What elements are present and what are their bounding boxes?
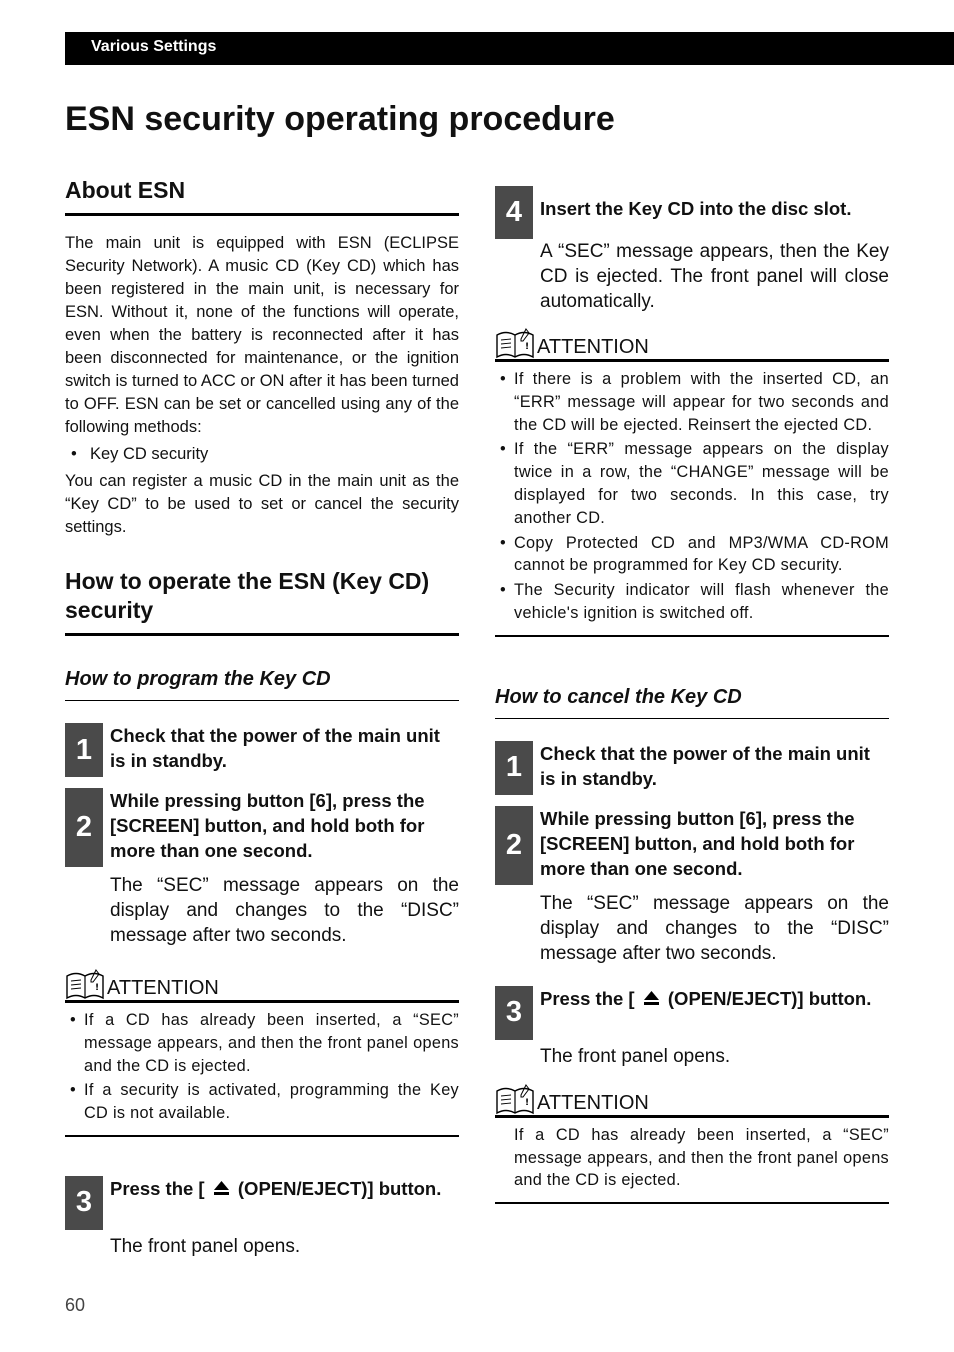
- step-number-badge: 3: [65, 1176, 103, 1230]
- bullet-icon: •: [70, 1011, 77, 1029]
- attention-label: ATTENTION: [537, 1091, 649, 1114]
- bullet-icon: •: [500, 533, 507, 552]
- attention-text: Copy Protected CD and MP3/WMA CD-ROM cannot be programmed for Key CD security.: [514, 533, 889, 575]
- list-item: [495, 532, 889, 578]
- attention-text: If the “ERR” message appears on the display twice in a row, the “CHANGE” message will be displayed for two seconds. In this case, try another CD.: [514, 440, 889, 527]
- eject-icon: [213, 1180, 230, 1196]
- step-text-end: (OPEN/EJECT)] button.: [237, 1177, 442, 1199]
- attention-divider: [495, 1202, 889, 1204]
- bullet-icon: •: [500, 440, 507, 459]
- step-number-badge: 2: [495, 806, 533, 885]
- attention-list: [495, 362, 889, 625]
- about-esn-paragraph: The main unit is equipped with ESN (ECLIPSE Security Network). A music CD (Key CD) which has been registered in the main unit, is necessary for ESN. Without it, none of the functions will operate, even when the battery is reconnected after it has been disconnected for maintenance, or the ignition switch is turned to ACC or ON after it has been turned to OFF. ESN can be set or cancelled using any of the following methods:: [65, 234, 459, 436]
- list-item: [65, 1079, 459, 1125]
- step-text-start: Press the [: [110, 1177, 205, 1199]
- list-item: [65, 1009, 459, 1077]
- attention-label: ATTENTION: [107, 977, 219, 999]
- book-icon: [65, 968, 105, 1000]
- attention-box: [65, 970, 459, 1137]
- cancel-step-3: [495, 986, 889, 1040]
- step-instruction: While pressing button [6], press the [SCREEN] button, and hold both for more than one second.: [540, 807, 855, 879]
- bullet-icon: •: [500, 581, 507, 600]
- step-number-badge: 1: [495, 741, 533, 795]
- step-note: A “SEC” message appears, then the Key CD is ejected. The front panel will close automatically.: [540, 241, 889, 312]
- svg-text:!: !: [95, 983, 100, 993]
- attention-header: [495, 1085, 889, 1118]
- attention-list: [65, 1003, 459, 1125]
- list-item: [65, 443, 459, 466]
- program-step-3: [65, 1176, 459, 1230]
- attention-text: The Security indicator will flash whenever the vehicle's ignition is switched off.: [514, 581, 889, 622]
- attention-label: ATTENTION: [537, 336, 649, 358]
- book-icon: [495, 327, 535, 359]
- attention-header: [495, 329, 889, 362]
- attention-text: If a CD has already been inserted, a “SEC” message appears, and then the front panel opens and the CD is ejected.: [514, 1125, 889, 1190]
- svg-text:!: !: [525, 342, 530, 352]
- cancel-key-cd-heading: How to cancel the Key CD: [495, 683, 889, 719]
- list-item: [495, 368, 889, 436]
- step-number-badge: 1: [65, 723, 103, 777]
- step-instruction: [103, 1176, 459, 1230]
- step-instruction: Insert the Key CD into the disc slot.: [540, 198, 852, 219]
- eject-icon: [643, 990, 660, 1006]
- program-step-2: [65, 788, 459, 867]
- step-note: The “SEC” message appears on the display and changes to the “DISC” message after two seconds.: [110, 875, 459, 946]
- list-item: [495, 438, 889, 529]
- bullet-text: Key CD security: [90, 445, 209, 463]
- step-note: The front panel opens.: [110, 1235, 301, 1257]
- how-to-operate-heading: How to operate the ESN (Key CD) security: [65, 561, 459, 636]
- bullet-icon: •: [500, 370, 507, 388]
- cancel-step-1: [495, 741, 889, 795]
- step-number-badge: 4: [495, 186, 533, 239]
- page-number: 60: [65, 1295, 86, 1315]
- about-esn-heading: About ESN: [65, 170, 459, 216]
- bullet-icon: •: [71, 445, 77, 463]
- step-note: The front panel opens.: [540, 1045, 731, 1067]
- step-number-badge: 3: [495, 986, 533, 1040]
- list-item: [495, 579, 889, 625]
- attention-list: [495, 1118, 889, 1192]
- attention-header: [65, 970, 459, 1003]
- step-instruction: Check that the power of the main unit is in standby.: [110, 725, 440, 771]
- step-text-end: (OPEN/EJECT)] button.: [667, 987, 872, 1009]
- attention-divider: [65, 1135, 459, 1137]
- page-title: ESN security operating procedure: [65, 100, 615, 138]
- section-header-label: Various Settings: [91, 38, 217, 55]
- step-instruction: Check that the power of the main unit is in standby.: [540, 742, 870, 789]
- book-icon: [495, 1083, 535, 1115]
- attention-box: [495, 1085, 889, 1204]
- attention-text: If a CD has already been inserted, a “SEC” message appears, and then the front panel opens and the CD is ejected.: [84, 1011, 459, 1075]
- attention-text: If a security is activated, programming the Key CD is not available.: [84, 1081, 459, 1123]
- cancel-step-2: [495, 806, 889, 885]
- section-header-bar: [65, 32, 954, 65]
- step-instruction: While pressing button [6], press the [SCREEN] button, and hold both for more than one second.: [110, 790, 425, 861]
- bullet-icon: •: [70, 1081, 77, 1100]
- attention-divider: [495, 635, 889, 637]
- step-number-badge: 2: [65, 788, 103, 867]
- attention-text: If there is a problem with the inserted CD, an “ERR” message will appear for two seconds and the CD will be ejected. Reinsert the ejected CD.: [514, 370, 889, 434]
- step-note: The “SEC” message appears on the display and changes to the “DISC” message after two seconds.: [540, 892, 889, 964]
- left-column: [65, 170, 459, 1259]
- step-text-start: Press the [: [540, 987, 635, 1009]
- key-cd-paragraph: You can register a music CD in the main unit as the “Key CD” to be used to set or cancel the security settings.: [65, 472, 459, 536]
- attention-box: [495, 329, 889, 637]
- right-column: [495, 186, 889, 1204]
- program-step-4: [495, 186, 889, 239]
- program-key-cd-heading: How to program the Key CD: [65, 665, 459, 701]
- step-instruction: [533, 986, 889, 1040]
- program-step-1: [65, 723, 459, 777]
- svg-text:!: !: [525, 1097, 530, 1108]
